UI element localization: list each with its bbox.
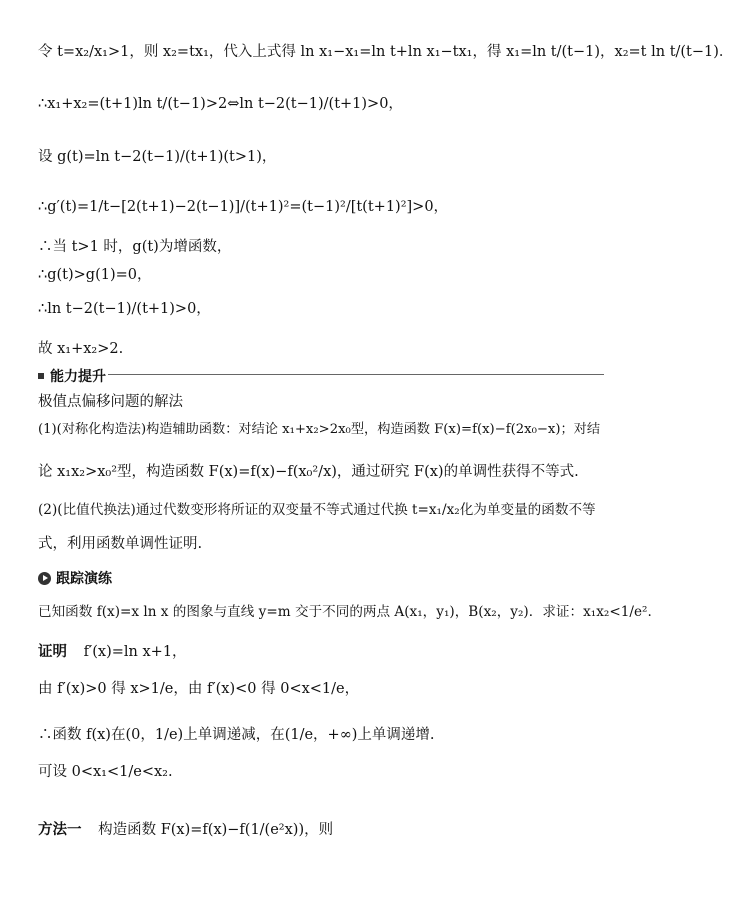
line-11 bbox=[38, 498, 596, 518]
section-ability bbox=[38, 366, 106, 386]
line-9 bbox=[38, 418, 600, 437]
line-6 bbox=[38, 297, 211, 318]
play-circle-icon bbox=[38, 572, 51, 585]
line-0 bbox=[38, 40, 733, 61]
line-text: (2)(比值代换法)通过代数变形将所证的双变量不等式通过代换 t=x₁/x₂化为单变量的函数不等 bbox=[38, 502, 596, 518]
line-text: f′(x)=ln x+1， bbox=[83, 644, 187, 660]
line-1 bbox=[38, 92, 403, 113]
line-text: 论 x₁x₂>x₀²型，构造函数 F(x)=f(x)−f(x₀²/x)，通过研究 F(x)的单调性获得不等式. bbox=[38, 464, 579, 480]
line-text: ∴函数 f(x)在(0，1/e)上单调递减，在(1/e，+∞)上单调递增. bbox=[38, 727, 435, 743]
line-text: 由 f′(x)>0 得 x>1/e，由 f′(x)<0 得 0<x<1/e， bbox=[38, 681, 360, 697]
line-4 bbox=[38, 235, 231, 256]
section-practice bbox=[38, 568, 112, 588]
line-text: ∴g′(t)=1/t−[2(t+1)−2(t−1)]/(t+1)²=(t−1)²/[t(t+1)²]>0， bbox=[38, 199, 449, 215]
line-text: 令 t=x₂/x₁>1，则 x₂=tx₁，代入上式得 ln x₁−x₁=ln t+ln x₁−tx₁，得 x₁=ln t/(t−1)，x₂=t ln t/(t−1)． bbox=[38, 44, 733, 60]
line-3 bbox=[38, 195, 448, 216]
proof-label: 证明 bbox=[38, 644, 67, 660]
line-16 bbox=[38, 723, 435, 744]
line-text: ∴ln t−2(t−1)/(t+1)>0， bbox=[38, 301, 211, 317]
line-text: 可设 0<x₁<1/e<x₂. bbox=[38, 764, 173, 780]
line-text: (1)(对称化构造法)构造辅助函数：对结论 x₁+x₂>2x₀型，构造函数 F(x)=f(x)−f(2x₀−x)；对结 bbox=[38, 422, 601, 437]
line-text: 构造函数 F(x)=f(x)−f(1/(e²x))，则 bbox=[98, 822, 334, 838]
line-7 bbox=[38, 337, 123, 358]
line-17 bbox=[38, 760, 173, 781]
method-label: 方法一 bbox=[38, 822, 82, 838]
line-15 bbox=[38, 677, 359, 698]
line-12 bbox=[38, 532, 202, 553]
line-text: ∴g(t)>g(1)=0， bbox=[38, 267, 152, 283]
line-text: 故 x₁+x₂>2. bbox=[38, 341, 124, 357]
line-5 bbox=[38, 263, 152, 284]
line-14 bbox=[38, 640, 187, 661]
line-text: 式，利用函数单调性证明. bbox=[38, 536, 203, 552]
line-text: 已知函数 f(x)=x ln x 的图象与直线 y=m 交于不同的两点 A(x₁，y₁)，B(x₂，y₂)．求证：x₁x₂<1/e². bbox=[38, 604, 652, 620]
section-title: 跟踪演练 bbox=[56, 571, 112, 587]
line-18 bbox=[38, 818, 333, 839]
line-2 bbox=[38, 145, 276, 166]
line-10 bbox=[38, 460, 579, 481]
section-rule bbox=[108, 374, 604, 375]
line-text: ∴x₁+x₂=(t+1)ln t/(t−1)>2⇔ln t−2(t−1)/(t+1)>0， bbox=[38, 96, 403, 112]
line-text: 设 g(t)=ln t−2(t−1)/(t+1)(t>1)， bbox=[38, 149, 277, 165]
section-title: 能力提升 bbox=[50, 369, 106, 385]
line-13 bbox=[38, 600, 652, 620]
square-bullet-icon bbox=[38, 373, 44, 379]
line-text: ∴当 t>1 时，g(t)为增函数， bbox=[38, 239, 232, 255]
line-text: 极值点偏移问题的解法 bbox=[38, 394, 183, 410]
line-8 bbox=[38, 390, 183, 411]
